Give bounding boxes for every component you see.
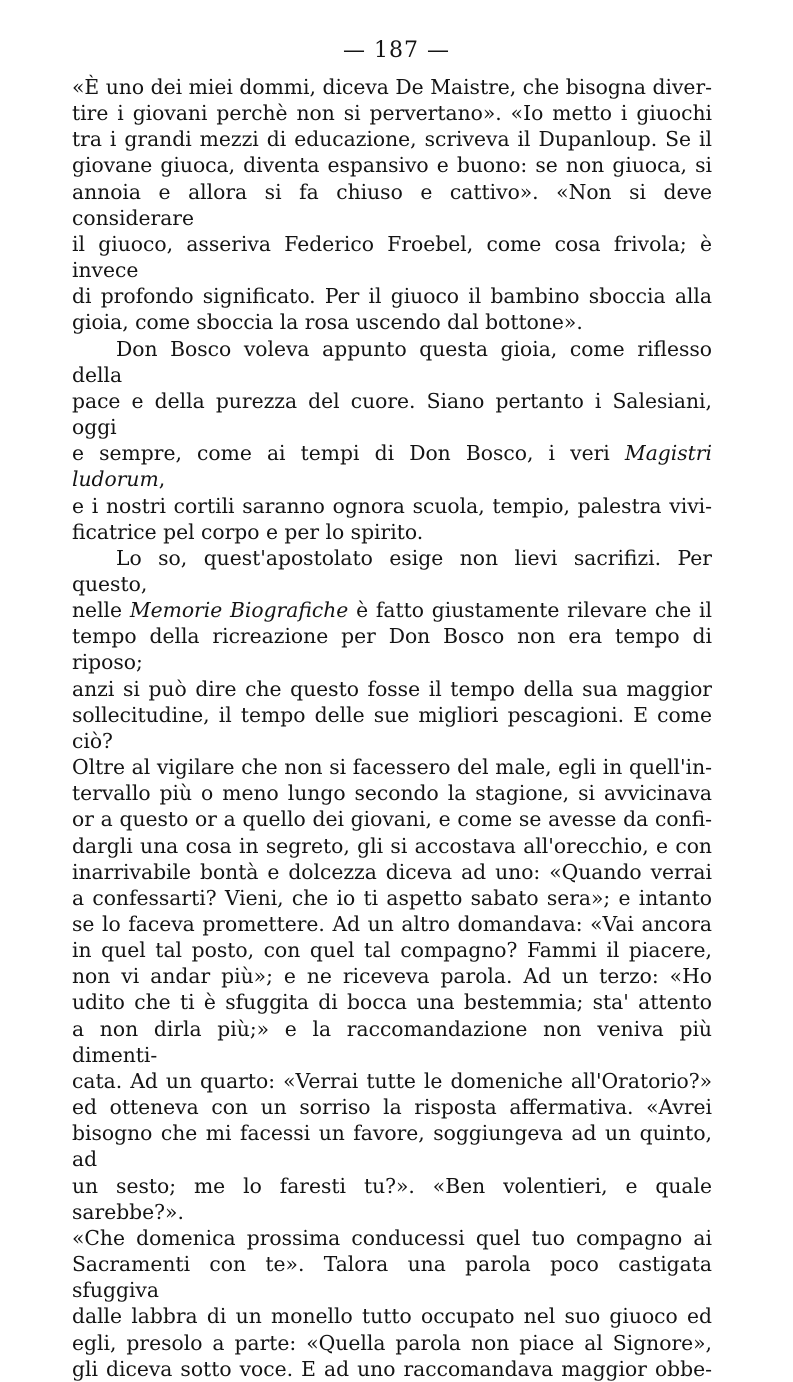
text-line: dalle labbra di un monello tutto occupato nel suo giuoco ed bbox=[72, 1304, 712, 1329]
text-line: a confessarti? Vieni, che io ti aspetto sabato sera»; e intanto bbox=[72, 885, 712, 910]
body-text bbox=[72, 74, 712, 1382]
text-line: anzi si può dire che questo fosse il tempo della sua maggior bbox=[72, 676, 712, 701]
text-line: udito che ti è sfuggita di bocca una bestemmia; sta' attento bbox=[72, 990, 712, 1015]
text-line: pace e della purezza del cuore. Siano pertanto i Salesiani, oggi bbox=[72, 388, 712, 440]
text-line: egli, presolo a parte: «Quella parola non piace al Signore», bbox=[72, 1330, 712, 1355]
text-line: dargli una cosa in segreto, gli si accostava all'orecchio, e con bbox=[72, 833, 712, 858]
text-line: or a questo or a quello dei giovani, e come se avesse da confi- bbox=[72, 807, 712, 832]
text-line: a non dirla più;» e la raccomandazione non veniva più dimenti- bbox=[72, 1016, 712, 1067]
text-line: in quel tal posto, con quel tal compagno? Fammi il piacere, bbox=[72, 938, 712, 963]
text-line: Lo so, quest'apostolato esige non lievi sacrifizi. Per questo, bbox=[72, 545, 712, 596]
text-line: bisogno che mi facessi un favore, soggiungeva ad un quinto, ad bbox=[72, 1121, 712, 1172]
text-line: giovane giuoca, diventa espansivo e buono: se non giuoca, si bbox=[72, 153, 712, 178]
text-line: inarrivabile bontà e dolcezza diceva ad uno: «Quando verrai bbox=[72, 859, 712, 884]
text-line: gioia, come sboccia la rosa uscendo dal bottone». bbox=[72, 310, 583, 335]
text-line: gli diceva sotto voce. E ad uno raccomandava maggior obbe- bbox=[72, 1356, 712, 1381]
italic-title: Magistri ludorum bbox=[72, 441, 712, 492]
text-line: «È uno dei miei dommi, diceva De Maistre, che bisogna diver- bbox=[72, 75, 712, 99]
text-line: il giuoco, asseriva Federico Froebel, come cosa frivola; è invece bbox=[72, 231, 712, 283]
text-line: e i nostri cortili saranno ognora scuola, tempio, palestra vivi- bbox=[72, 493, 712, 518]
text-line: Sacramenti con te». Talora una parola poco castigata sfuggiva bbox=[72, 1252, 712, 1303]
text-line: tire i giovani perchè non si pervertano». «Io metto i giuochi bbox=[72, 101, 712, 126]
text-line: se lo faceva promettere. Ad un altro domandava: «Vai ancora bbox=[72, 912, 712, 936]
text-line: di profondo significato. Per il giuoco il bambino sboccia alla bbox=[72, 284, 712, 309]
text-line: ed otteneva con un sorriso la risposta affermativa. «Avrei bbox=[72, 1095, 712, 1120]
italic-title: Memorie Biografiche bbox=[129, 598, 349, 623]
text-line: sollecitudine, il tempo delle sue migliori pescagioni. E come ciò? bbox=[72, 702, 712, 753]
text-line: «Che domenica prossima conducessi quel tuo compagno ai bbox=[72, 1225, 712, 1250]
text-line: e sempre, come ai tempi di Don Bosco, i veri Magistri ludorum, bbox=[72, 441, 712, 492]
text-line: tra i grandi mezzi di educazione, scriveva il Dupanloup. Se il bbox=[72, 127, 712, 152]
text-line: Don Bosco voleva appunto questa gioia, come riflesso della bbox=[72, 336, 712, 387]
text-line: Oltre al vigilare che non si facessero del male, egli in quell'in- bbox=[72, 755, 712, 780]
text-line: cata. Ad un quarto: «Verrai tutte le domeniche all'Oratorio?» bbox=[72, 1068, 712, 1093]
page-number: — 187 — bbox=[343, 38, 450, 63]
text-line: annoia e allora si fa chiuso e cattivo». «Non si deve considerare bbox=[72, 179, 712, 230]
text-line: tempo della ricreazione per Don Bosco non era tempo di riposo; bbox=[72, 624, 712, 675]
text-line: nelle Memorie Biografiche è fatto giustamente rilevare che il bbox=[72, 598, 712, 623]
text-line: non vi andar più»; e ne riceveva parola. Ad un terzo: «Ho bbox=[72, 964, 712, 989]
text-line: tervallo più o meno lungo secondo la stagione, si avvicinava bbox=[72, 781, 712, 806]
text-line: un sesto; me lo faresti tu?». «Ben volentieri, e quale sarebbe?». bbox=[72, 1173, 712, 1224]
text-line: ficatrice pel corpo e per lo spirito. bbox=[72, 519, 424, 544]
